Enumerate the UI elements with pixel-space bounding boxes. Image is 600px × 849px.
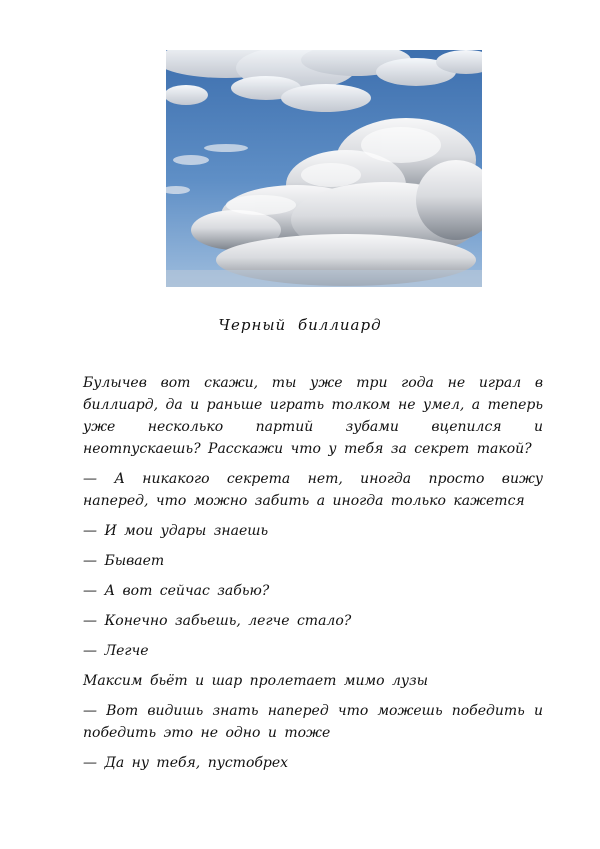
dialogue-line: — Легче [83,643,149,659]
dialogue-line: — Да ну тебя, пустобрех [83,755,289,771]
sky-clouds-photo [166,50,482,287]
dialogue-line: — И мои удары знаешь [83,523,269,539]
dialogue-line: — Вот видишь знать наперед что можешь победить и победить это не одно и тоже [83,703,543,741]
story-text [83,372,543,774]
dialogue-line: — А вот сейчас забью? [83,583,270,599]
dialogue-line: — А никакого секрета нет, иногда просто вижу наперед, что можно забить а иногда только кажется [83,471,543,509]
paragraph: Булычев вот скажи, ты уже три года не играл в биллиард, да и раньше играть толком не умел, а теперь уже несколько партий зубами вцепился и неотпускаешь? Расскажи что у тебя за секрет такой? [83,375,544,457]
narration-line: Максим бьёт и шар пролетает мимо лузы [83,673,429,689]
dialogue-line: — Бывает [83,553,165,569]
dialogue-line: — Конечно забьешь, легче стало? [83,613,352,629]
document-title: Черный биллиард [218,316,382,334]
